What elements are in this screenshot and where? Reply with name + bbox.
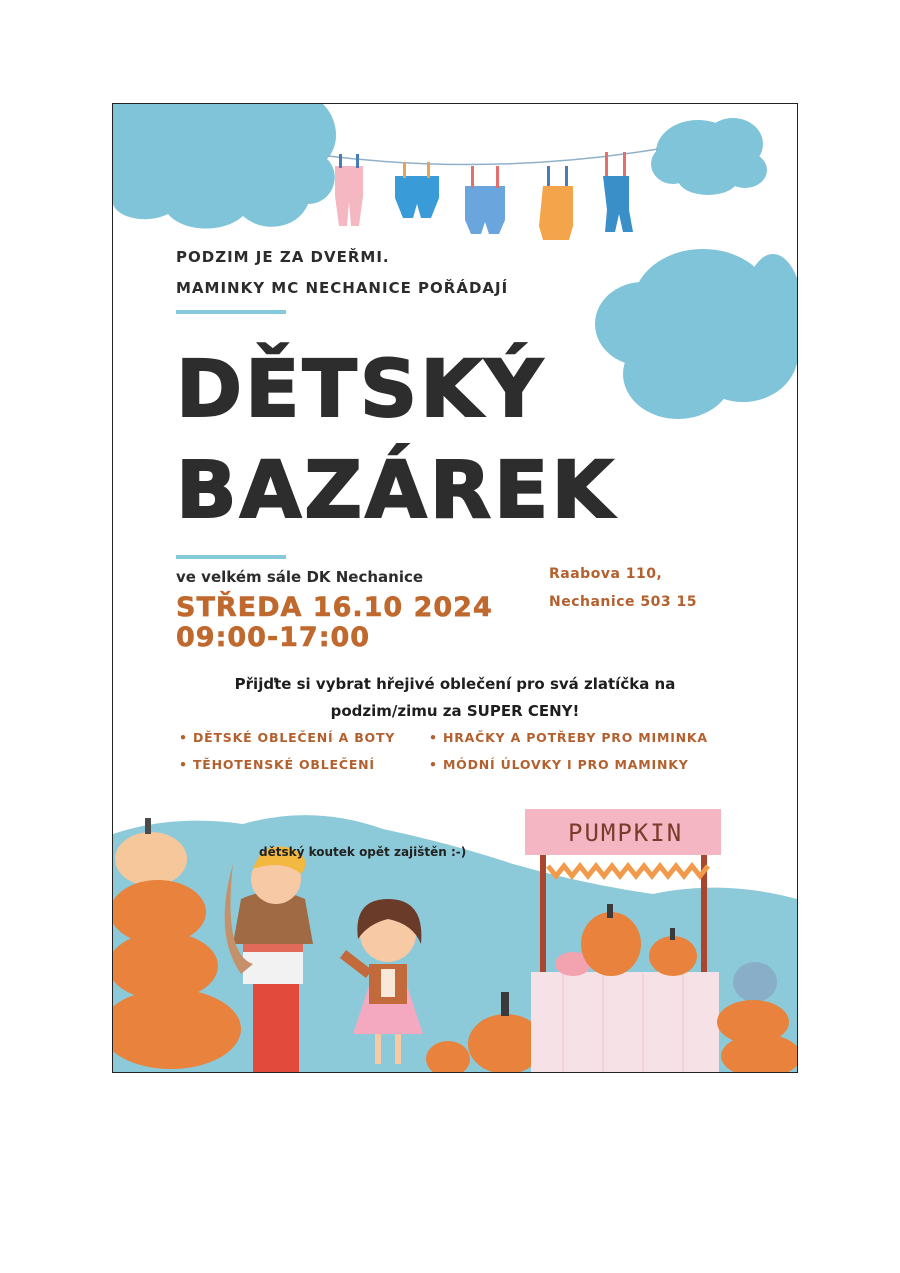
description-line-1: Přijďte si vybrat hřejivé oblečení pro svá zlatíčka na (234, 675, 676, 693)
description-line-2: podzim/zimu za SUPER CENY! (330, 702, 580, 720)
poster (112, 103, 798, 1073)
address-line-1: Raabova 110, (549, 566, 663, 582)
list-item: • TĚHOTENSKÉ OBLEČENÍ (179, 757, 375, 772)
clothesline-icon (328, 149, 658, 240)
cloud-icon (113, 104, 336, 229)
list-item: • HRAČKY A POTŘEBY PRO MIMINKA (429, 730, 708, 745)
list-item: • DĚTSKÉ OBLEČENÍ A BOTY (179, 730, 396, 745)
cloud-icon (651, 118, 767, 195)
event-time: 09:00-17:00 (176, 622, 371, 653)
intro-line-1: PODZIM JE ZA DVEŘMI. (176, 248, 390, 266)
list-item: • MÓDNÍ ÚLOVKY I PRO MAMINKY (429, 757, 689, 772)
venue-text: ve velkém sále DK Nechanice (176, 568, 424, 586)
cloud-icon (595, 249, 797, 419)
stand-sign: PUMPKIN (568, 819, 684, 847)
title-line-1: DĚTSKÝ (176, 345, 546, 435)
divider (176, 555, 286, 559)
title-line-2: BAZÁREK (176, 446, 617, 536)
address-line-2: Nechanice 503 15 (549, 594, 697, 610)
divider (176, 310, 286, 314)
event-date: STŘEDA 16.10 2024 (176, 592, 493, 623)
kids-corner-text: dětský koutek opět zajištěn :-) (259, 845, 467, 859)
intro-line-2: MAMINKY MC NECHANICE POŘÁDAJÍ (176, 279, 509, 297)
